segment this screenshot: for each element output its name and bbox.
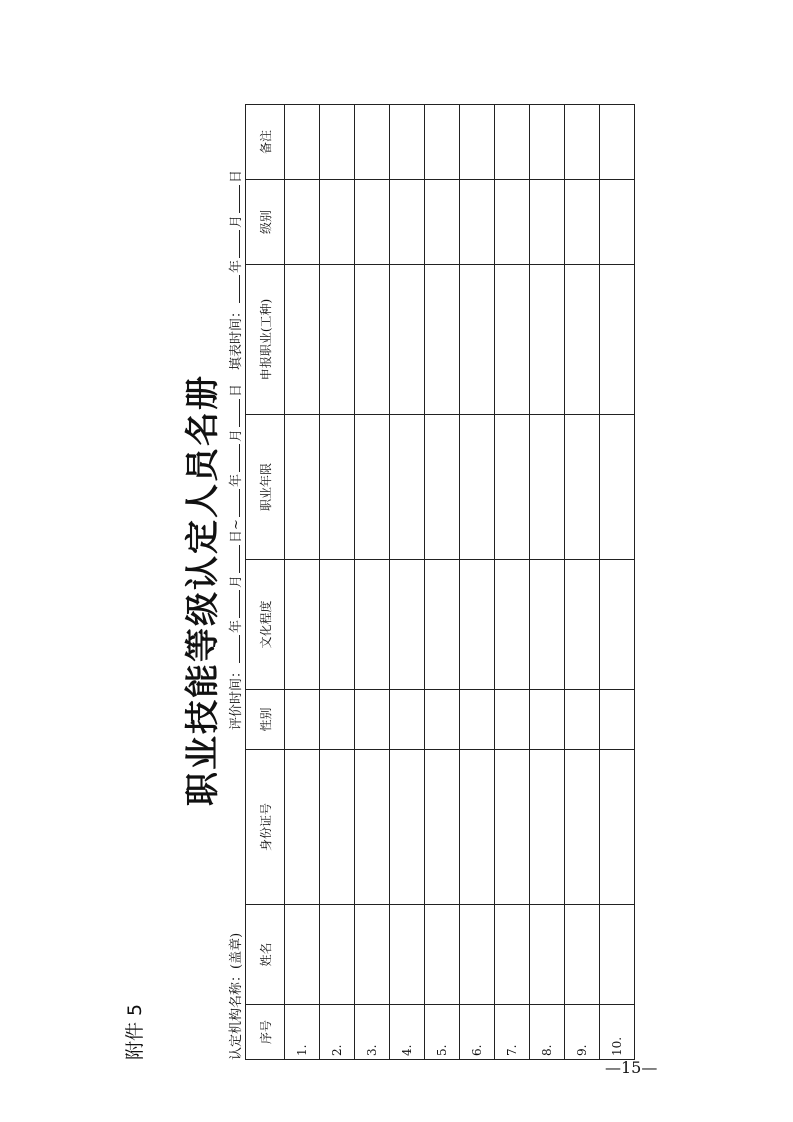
table-cell[interactable] (320, 105, 355, 180)
fill-time (225, 170, 244, 370)
row-number-cell: 1. (285, 1005, 320, 1060)
table-cell[interactable] (285, 905, 320, 1005)
table-cell[interactable] (600, 750, 635, 905)
row-number-cell: 4. (390, 1005, 425, 1060)
table-cell[interactable] (600, 105, 635, 180)
table-cell[interactable] (390, 560, 425, 690)
fill-year: 年 (229, 259, 244, 273)
row-number-cell: 9. (565, 1005, 600, 1060)
table-row (565, 105, 600, 1060)
row-number-cell: 7. (495, 1005, 530, 1060)
table-cell[interactable] (565, 415, 600, 560)
table-cell[interactable] (530, 415, 565, 560)
table-cell[interactable] (390, 415, 425, 560)
table-cell[interactable] (530, 905, 565, 1005)
table-cell[interactable] (495, 415, 530, 560)
table-cell[interactable] (600, 265, 635, 415)
table-cell[interactable] (355, 750, 390, 905)
table-cell[interactable] (390, 265, 425, 415)
roster-body (285, 105, 635, 1060)
header-cell: 文化程度 (246, 560, 285, 690)
header-cell: 序号 (246, 1005, 285, 1060)
table-cell[interactable] (460, 265, 495, 415)
roster-table (245, 104, 635, 1060)
table-cell[interactable] (355, 180, 390, 265)
fill-day: 日 (229, 169, 244, 183)
table-cell[interactable] (285, 560, 320, 690)
eval-start-day: 日 (229, 529, 244, 543)
table-cell[interactable] (600, 560, 635, 690)
table-cell[interactable] (285, 105, 320, 180)
table-cell[interactable] (425, 690, 460, 750)
eval-end-month: 月 (229, 429, 244, 443)
table-cell[interactable] (530, 560, 565, 690)
table-row (460, 105, 495, 1060)
table-cell[interactable] (460, 180, 495, 265)
row-number-cell: 5. (425, 1005, 460, 1060)
table-cell[interactable] (460, 690, 495, 750)
table-cell[interactable] (495, 265, 530, 415)
table-cell[interactable] (460, 105, 495, 180)
header-cell: 备注 (246, 105, 285, 180)
table-cell[interactable] (495, 105, 530, 180)
header-cell: 级别 (246, 180, 285, 265)
table-cell[interactable] (390, 750, 425, 905)
header-cell: 身份证号 (246, 750, 285, 905)
eval-end-year: 年 (229, 474, 244, 488)
table-cell[interactable] (530, 750, 565, 905)
table-cell[interactable] (320, 415, 355, 560)
table-cell[interactable] (320, 750, 355, 905)
eval-end-day: 日 (229, 383, 244, 397)
table-cell[interactable] (600, 415, 635, 560)
roster-sheet (124, 110, 670, 1070)
table-cell[interactable] (530, 265, 565, 415)
table-cell[interactable] (425, 560, 460, 690)
table-cell[interactable] (355, 265, 390, 415)
table-cell[interactable] (530, 180, 565, 265)
page-number: —15— (605, 1058, 658, 1077)
header-cell: 申报职业(工种) (246, 265, 285, 415)
table-cell[interactable] (425, 180, 460, 265)
table-cell[interactable] (285, 180, 320, 265)
table-cell[interactable] (460, 415, 495, 560)
table-cell[interactable] (425, 750, 460, 905)
table-cell[interactable] (565, 560, 600, 690)
row-number-cell: 3. (355, 1005, 390, 1060)
table-cell[interactable] (390, 105, 425, 180)
fill-label: 填表时间： (229, 304, 244, 370)
table-cell[interactable] (565, 265, 600, 415)
table-cell[interactable] (355, 560, 390, 690)
table-cell[interactable] (320, 905, 355, 1005)
table-cell[interactable] (600, 690, 635, 750)
row-number-cell: 10. (600, 1005, 635, 1060)
table-row (425, 105, 460, 1060)
table-cell[interactable] (600, 180, 635, 265)
table-cell[interactable] (495, 560, 530, 690)
table-cell[interactable] (425, 415, 460, 560)
table-row (285, 105, 320, 1060)
table-header-row (246, 105, 285, 1060)
table-cell[interactable] (285, 265, 320, 415)
eval-label: 评价时间： (229, 664, 244, 730)
table-cell[interactable] (355, 105, 390, 180)
table-cell[interactable] (355, 415, 390, 560)
page-title: 职业技能等级认定人员名册 (183, 374, 223, 806)
table-cell[interactable] (565, 690, 600, 750)
eval-tilde: ~ (229, 519, 244, 530)
org-name-label: 认定机构名称：(盖章) (229, 932, 244, 1060)
table-cell[interactable] (460, 905, 495, 1005)
table-cell[interactable] (460, 560, 495, 690)
table-row (390, 105, 425, 1060)
table-cell[interactable] (565, 105, 600, 180)
table-cell[interactable] (320, 560, 355, 690)
row-number-cell: 8. (530, 1005, 565, 1060)
table-cell[interactable] (495, 690, 530, 750)
row-number-cell: 2. (320, 1005, 355, 1060)
table-row (355, 105, 390, 1060)
table-cell[interactable] (320, 690, 355, 750)
table-cell[interactable] (390, 690, 425, 750)
table-cell[interactable] (495, 180, 530, 265)
table-cell[interactable] (390, 180, 425, 265)
table-cell[interactable] (530, 690, 565, 750)
table-cell[interactable] (320, 180, 355, 265)
table-row (495, 105, 530, 1060)
eval-start-year: 年 (229, 619, 244, 633)
table-cell[interactable] (285, 690, 320, 750)
eval-start-month: 月 (229, 574, 244, 588)
table-cell[interactable] (390, 905, 425, 1005)
table-cell[interactable] (425, 265, 460, 415)
table-row (530, 105, 565, 1060)
table-cell[interactable] (320, 265, 355, 415)
table-cell[interactable] (285, 750, 320, 905)
table-row (600, 105, 635, 1060)
table-cell[interactable] (565, 905, 600, 1005)
table-cell[interactable] (355, 690, 390, 750)
evaluation-time (225, 384, 244, 730)
table-cell[interactable] (425, 105, 460, 180)
table-cell[interactable] (530, 105, 565, 180)
row-number-cell: 6. (460, 1005, 495, 1060)
table-cell[interactable] (600, 905, 635, 1005)
attachment-label: 附件 5 (124, 1003, 146, 1060)
table-cell[interactable] (495, 750, 530, 905)
table-cell[interactable] (355, 905, 390, 1005)
fill-month: 月 (229, 214, 244, 228)
table-cell[interactable] (285, 415, 320, 560)
table-cell[interactable] (425, 905, 460, 1005)
table-cell[interactable] (495, 905, 530, 1005)
table-cell[interactable] (565, 750, 600, 905)
table-cell[interactable] (460, 750, 495, 905)
header-cell: 姓名 (246, 905, 285, 1005)
header-cell: 职业年限 (246, 415, 285, 560)
table-cell[interactable] (565, 180, 600, 265)
table-row (320, 105, 355, 1060)
header-cell: 性别 (246, 690, 285, 750)
